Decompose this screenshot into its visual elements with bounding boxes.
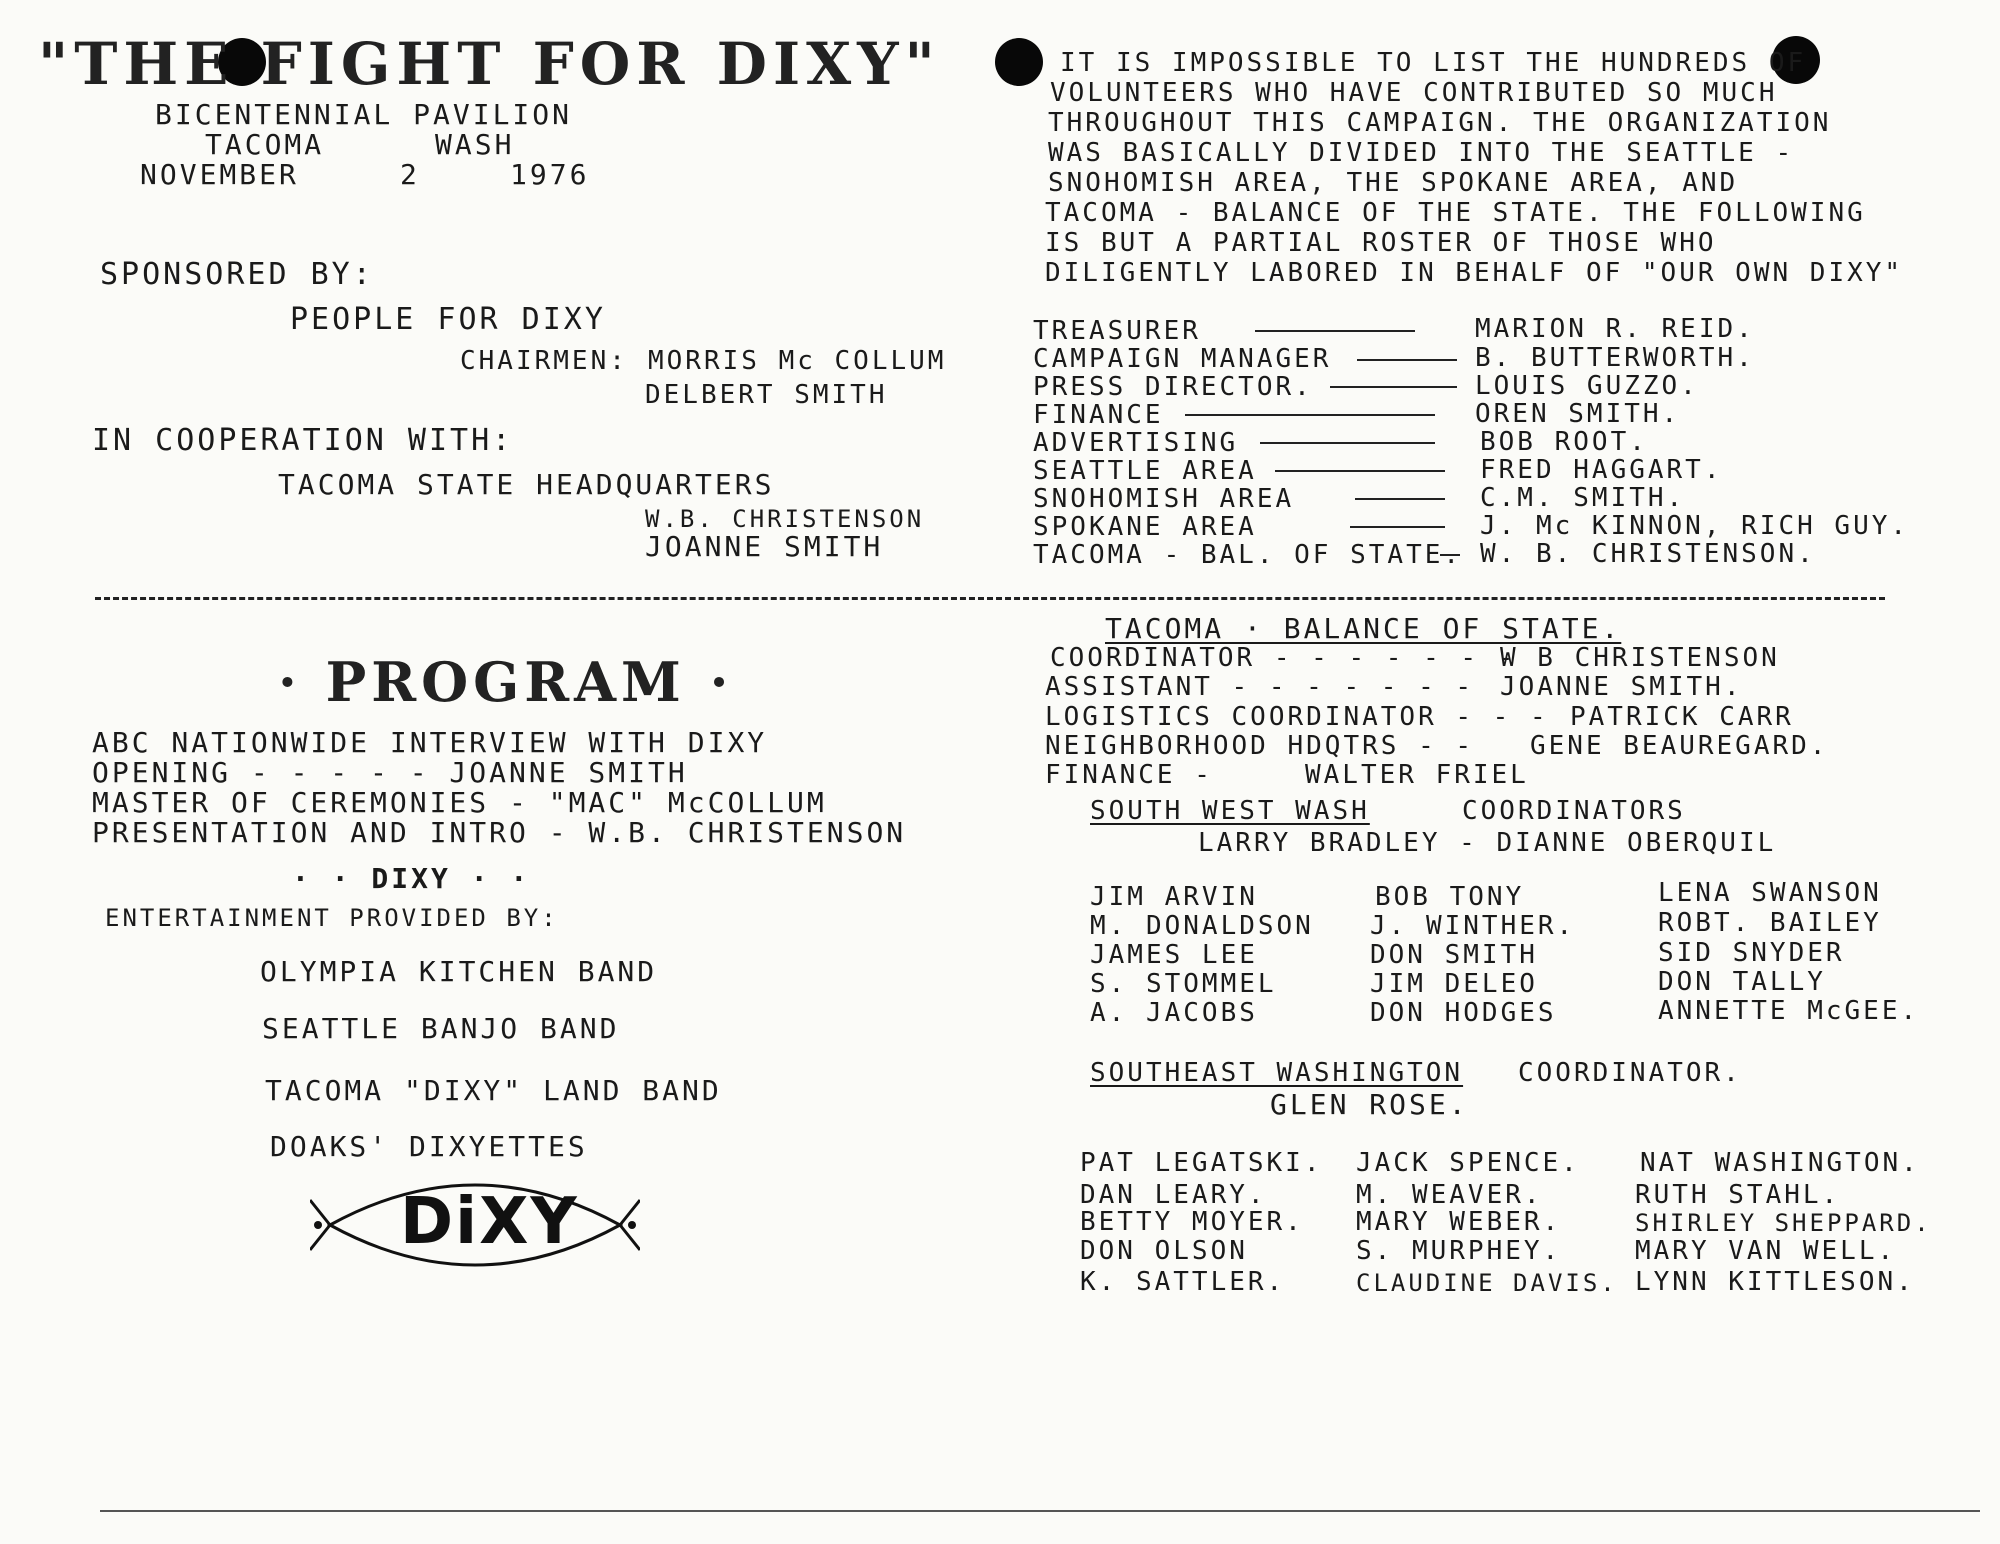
- roster-role: FINANCE: [1033, 400, 1164, 430]
- tacoma-role: FINANCE -: [1045, 760, 1213, 790]
- tacoma-name: WALTER FRIEL: [1305, 760, 1529, 790]
- list-item: MARY VAN WELL.: [1635, 1236, 1897, 1266]
- list-item: DON TALLY: [1658, 967, 1826, 997]
- program-line: PRESENTATION AND INTRO - W.B. CHRISTENSON: [92, 816, 907, 849]
- list-item: ROBT. BAILEY: [1658, 908, 1882, 938]
- list-item: DON HODGES: [1370, 998, 1557, 1028]
- roster-name: B. BUTTERWORTH.: [1475, 343, 1755, 373]
- intro-line: TACOMA - BALANCE OF THE STATE. THE FOLLOWING: [1045, 198, 1866, 228]
- tacoma-name: GENE BEAUREGARD.: [1530, 731, 1829, 761]
- list-item: BETTY MOYER.: [1080, 1207, 1304, 1237]
- tacoma-role: ASSISTANT - - - - - - -: [1045, 672, 1475, 702]
- list-item: DON OLSON: [1080, 1236, 1248, 1266]
- band-item: SEATTLE BANJO BAND: [262, 1012, 620, 1045]
- date-year: 1976: [510, 158, 590, 191]
- roster-leader: [1260, 442, 1435, 444]
- southwest-heading-suffix: COORDINATORS: [1462, 796, 1686, 826]
- roster-name: C.M. SMITH.: [1480, 483, 1686, 513]
- list-item: MARY WEBER.: [1356, 1207, 1562, 1237]
- list-item: NAT WASHINGTON.: [1640, 1148, 1920, 1178]
- tacoma-name: JOANNE SMITH.: [1500, 672, 1743, 702]
- date-month: NOVEMBER: [140, 158, 299, 191]
- intro-line: SNOHOMISH AREA, THE SPOKANE AREA, AND: [1048, 168, 1739, 198]
- roster-leader: [1440, 554, 1460, 556]
- list-item: PAT LEGATSKI.: [1080, 1148, 1323, 1178]
- chairmen-label: CHAIRMEN:: [460, 346, 628, 376]
- intro-line: IT IS IMPOSSIBLE TO LIST THE HUNDREDS OF: [1060, 48, 1807, 78]
- roster-role: TACOMA - BAL. OF STATE.: [1033, 540, 1463, 570]
- list-item: S. MURPHEY.: [1356, 1236, 1562, 1266]
- intro-line: DILIGENTLY LABORED IN BEHALF OF "OUR OWN DIXY": [1045, 258, 1904, 288]
- list-item: M. WEAVER.: [1356, 1180, 1543, 1210]
- southeast-coordinator: GLEN ROSE.: [1270, 1088, 1469, 1121]
- intro-line: WAS BASICALLY DIVIDED INTO THE SEATTLE -: [1048, 138, 1795, 168]
- logo-text: DiXY: [400, 1185, 579, 1259]
- roster-name: FRED HAGGART.: [1480, 455, 1723, 485]
- tacoma-name: PATRICK CARR: [1570, 702, 1794, 732]
- roster-name: W. B. CHRISTENSON.: [1480, 539, 1816, 569]
- punch-hole: [995, 38, 1043, 86]
- roster-leader: [1330, 386, 1457, 388]
- program-line: OPENING - - - - - JOANNE SMITH: [92, 756, 688, 789]
- roster-leader: [1185, 414, 1435, 416]
- tacoma-heading: TACOMA · BALANCE OF STATE.: [1105, 612, 1622, 645]
- roster-name: LOUIS GUZZO.: [1475, 371, 1699, 401]
- list-item: DON SMITH: [1370, 940, 1538, 970]
- list-item: ANNETTE McGEE.: [1658, 996, 1920, 1026]
- roster-role: ADVERTISING: [1033, 428, 1239, 458]
- roster-leader: [1357, 359, 1457, 361]
- state: WASH: [435, 128, 515, 161]
- list-item: LENA SWANSON: [1658, 878, 1882, 908]
- roster-leader: [1255, 330, 1415, 332]
- list-item: BOB TONY: [1375, 882, 1525, 912]
- list-item: RUTH STAHL.: [1635, 1180, 1841, 1210]
- list-item: K. SATTLER.: [1080, 1267, 1286, 1297]
- southeast-heading-suffix: COORDINATOR.: [1518, 1058, 1742, 1088]
- roster-leader: [1275, 470, 1445, 472]
- list-item: JAMES LEE: [1090, 940, 1258, 970]
- band-item: TACOMA "DIXY" LAND BAND: [265, 1074, 722, 1107]
- roster-name: BOB ROOT.: [1480, 427, 1648, 457]
- list-item: J. WINTHER.: [1370, 911, 1576, 941]
- roster-role: SNOHOMISH AREA: [1033, 484, 1295, 514]
- city: TACOMA: [205, 128, 325, 161]
- venue: BICENTENNIAL PAVILION: [155, 98, 573, 131]
- sponsored-by-label: SPONSORED BY:: [100, 257, 374, 292]
- list-item: DAN LEARY.: [1080, 1180, 1267, 1210]
- intro-line: IS BUT A PARTIAL ROSTER OF THOSE WHO: [1045, 228, 1717, 258]
- tacoma-name: W B CHRISTENSON: [1500, 643, 1780, 673]
- southwest-coordinators: LARRY BRADLEY - DIANNE OBERQUIL: [1198, 828, 1777, 858]
- page-title: "THE FIGHT FOR DIXY": [38, 30, 941, 98]
- roster-role: CAMPAIGN MANAGER: [1033, 344, 1332, 374]
- list-item: LYNN KITTLESON.: [1635, 1267, 1915, 1297]
- roster-leader: [1350, 526, 1445, 528]
- fold-line: [100, 1510, 1980, 1512]
- list-item: JIM ARVIN: [1090, 882, 1258, 912]
- intro-line: THROUGHOUT THIS CAMPAIGN. THE ORGANIZATION: [1048, 108, 1832, 138]
- tacoma-role: NEIGHBORHOOD HDQTRS - -: [1045, 731, 1475, 761]
- entertainment-label: ENTERTAINMENT PROVIDED BY:: [105, 904, 559, 932]
- program-line: ABC NATIONWIDE INTERVIEW WITH DIXY: [92, 726, 768, 759]
- chairman-name: DELBERT SMITH: [645, 380, 888, 410]
- roster-name: MARION R. REID.: [1475, 314, 1755, 344]
- cooperation-org: TACOMA STATE HEADQUARTERS: [278, 468, 775, 501]
- dixy-line: · · DIXY · ·: [292, 862, 531, 895]
- sponsor-org: PEOPLE FOR DIXY: [290, 302, 606, 337]
- roster-role: PRESS DIRECTOR.: [1033, 372, 1313, 402]
- intro-line: VOLUNTEERS WHO HAVE CONTRIBUTED SO MUCH: [1050, 78, 1778, 108]
- list-item: JACK SPENCE.: [1356, 1148, 1580, 1178]
- list-item: S. STOMMEL: [1090, 969, 1277, 999]
- dixy-logo: [310, 1165, 640, 1285]
- list-item: M. DONALDSON: [1090, 911, 1314, 941]
- cooperation-name: W.B. CHRISTENSON: [645, 505, 925, 533]
- cooperation-name: JOANNE SMITH: [645, 530, 884, 563]
- program-title: · PROGRAM ·: [278, 650, 734, 714]
- program-line: MASTER OF CEREMONIES - "MAC" McCOLLUM: [92, 786, 827, 819]
- list-item: CLAUDINE DAVIS.: [1356, 1269, 1618, 1297]
- roster-role: TREASURER: [1033, 316, 1201, 346]
- list-item: A. JACOBS: [1090, 998, 1258, 1028]
- dashed-divider: [95, 597, 1885, 600]
- southwest-heading: SOUTH WEST WASH: [1090, 796, 1370, 826]
- date-day: 2: [400, 158, 420, 191]
- list-item: JIM DELEO: [1370, 969, 1538, 999]
- roster-leader: [1355, 498, 1445, 500]
- band-item: OLYMPIA KITCHEN BAND: [260, 955, 658, 988]
- list-item: SHIRLEY SHEPPARD.: [1635, 1209, 1932, 1237]
- roster-name: J. Mc KINNON, RICH GUY.: [1480, 511, 1910, 541]
- roster-role: SEATTLE AREA: [1033, 456, 1257, 486]
- list-item: SID SNYDER: [1658, 938, 1845, 968]
- southeast-heading: SOUTHEAST WASHINGTON: [1090, 1058, 1464, 1088]
- chairman-name: MORRIS Mc COLLUM: [648, 346, 947, 376]
- roster-name: OREN SMITH.: [1475, 399, 1681, 429]
- roster-role: SPOKANE AREA: [1033, 512, 1257, 542]
- band-item: DOAKS' DIXYETTES: [270, 1130, 588, 1163]
- cooperation-label: IN COOPERATION WITH:: [92, 423, 514, 458]
- tacoma-role: LOGISTICS COORDINATOR - - -: [1045, 702, 1549, 732]
- tacoma-role: COORDINATOR - - - - - - -: [1050, 643, 1517, 673]
